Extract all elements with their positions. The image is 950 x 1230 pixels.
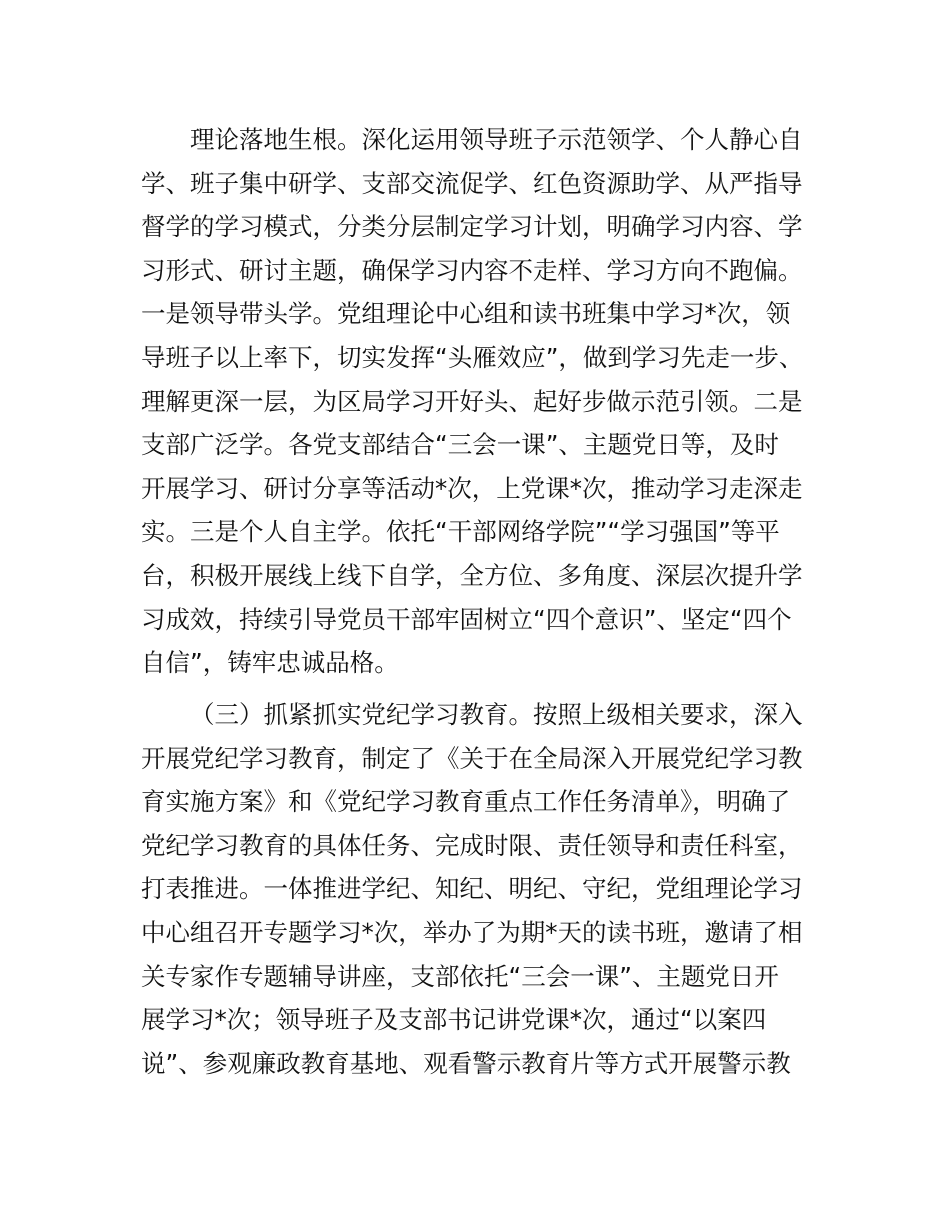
- paragraph-line: 台，积极开展线上线下自学，全方位、多角度、深层次提升学: [141, 560, 803, 590]
- paragraph-line: 开展学习、研讨分享等活动*次，上党课*次，推动学习走深走: [141, 473, 803, 503]
- paragraph-line: 自信”，铸牢忠诚品格。: [141, 648, 399, 678]
- paragraph-line: 关专家作专题辅导讲座，支部依托“三会一课”、主题党日开: [141, 961, 779, 991]
- paragraph-line: 党纪学习教育的具体任务、完成时限、责任领导和责任科室，: [141, 830, 803, 860]
- paragraph-line: 实。三是个人自主学。依托“干部网络学院”“学习强国”等平: [141, 517, 780, 547]
- paragraph-1: [141, 118, 821, 685]
- paragraph-line: 一是领导带头学。党组理论中心组和读书班集中学习*次，领: [141, 299, 791, 329]
- paragraph-line: 习形式、研讨主题，确保学习内容不走样、学习方向不跑偏。: [141, 255, 803, 285]
- paragraph-line: 理解更深一层，为区局学习开好头、起好步做示范引领。二是: [141, 386, 803, 416]
- paragraph-line: 理论落地生根。深化运用领导班子示范领学、个人静心自: [190, 125, 803, 154]
- paragraph-line: 育实施方案》和《党纪学习教育重点工作任务清单》，明确了: [141, 787, 791, 817]
- paragraph-line: 督学的学习模式，分类分层制定学习计划，明确学习内容、学: [141, 212, 803, 242]
- paragraph-line: 展学习*次；领导班子及支部书记讲党课*次，通过“以案四: [141, 1005, 767, 1035]
- paragraph-line: 支部广泛学。各党支部结合“三会一课”、主题党日等，及时: [141, 430, 779, 460]
- paragraph-2: [141, 693, 821, 1085]
- paragraph-line: （三）抓紧抓实党纪学习教育。按照上级相关要求，深入: [190, 700, 803, 729]
- paragraph-line: 习成效，持续引导党员干部牢固树立“四个意识”、坚定“四个: [141, 604, 792, 634]
- paragraph-line: 中心组召开专题学习*次，举办了为期*天的读书班，邀请了相: [141, 917, 803, 947]
- paragraph-line: 开展党纪学习教育，制定了《关于在全局深入开展党纪学习教: [141, 743, 803, 773]
- paragraph-line: 导班子以上率下，切实发挥“头雁效应”，做到学习先走一步、: [141, 342, 804, 372]
- paragraph-line: 学、班子集中研学、支部交流促学、红色资源助学、从严指导: [141, 168, 803, 198]
- paragraph-line: 打表推进。一体推进学纪、知纪、明纪、守纪，党组理论学习: [141, 874, 803, 904]
- paragraph-line: 说”、参观廉政教育基地、观看警示教育片等方式开展警示教: [141, 1048, 791, 1078]
